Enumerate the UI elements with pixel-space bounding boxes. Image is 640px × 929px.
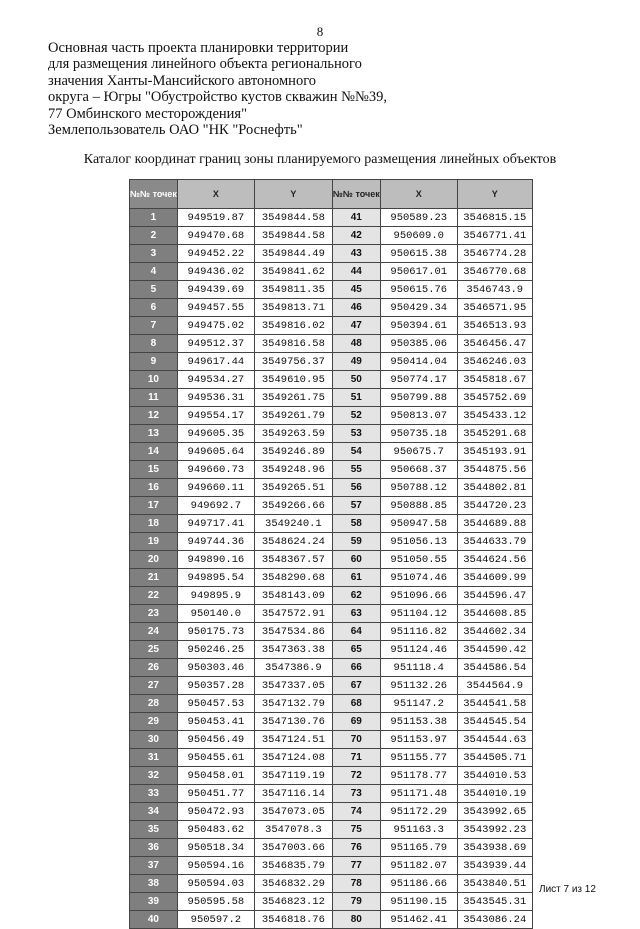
point-number-left-cell: 24 [130, 623, 178, 641]
table-row [130, 785, 533, 803]
y-right-cell: 3545818.67 [457, 371, 532, 389]
table-row [130, 857, 533, 875]
x-right-cell: 950813.07 [380, 407, 457, 425]
x-right-cell: 950429.34 [380, 299, 457, 317]
y-right-cell: 3546456.47 [457, 335, 532, 353]
x-left-cell: 950483.62 [177, 821, 254, 839]
x-left-cell: 949436.02 [177, 263, 254, 281]
y-right-cell: 3546743.9 [457, 281, 532, 299]
point-number-right-cell: 78 [332, 875, 380, 893]
y-left-cell: 3548367.57 [254, 551, 332, 569]
x-left-cell: 950457.53 [177, 695, 254, 713]
y-right-cell: 3544590.42 [457, 641, 532, 659]
y-left-cell: 3547132.79 [254, 695, 332, 713]
point-number-right-cell: 43 [332, 245, 380, 263]
y-right-cell: 3544010.19 [457, 785, 532, 803]
y-right-cell: 3545752.69 [457, 389, 532, 407]
x-left-cell: 950455.61 [177, 749, 254, 767]
point-number-right-cell: 50 [332, 371, 380, 389]
y-right-cell: 3546513.93 [457, 317, 532, 335]
point-number-left-cell: 18 [130, 515, 178, 533]
point-number-left-cell: 13 [130, 425, 178, 443]
y-left-cell: 3547119.19 [254, 767, 332, 785]
table-row [130, 425, 533, 443]
point-number-left-cell: 16 [130, 479, 178, 497]
point-number-right-cell: 64 [332, 623, 380, 641]
y-right-cell: 3545291.68 [457, 425, 532, 443]
x-right-cell: 951163.3 [380, 821, 457, 839]
y-left-cell: 3547073.05 [254, 803, 332, 821]
y-left-cell: 3546835.79 [254, 857, 332, 875]
x-left-cell: 950451.77 [177, 785, 254, 803]
x-right-cell: 951186.66 [380, 875, 457, 893]
point-number-right-cell: 72 [332, 767, 380, 785]
point-number-left-cell: 40 [130, 911, 178, 929]
header-y-left: Y [254, 180, 332, 209]
header-x-right: X [380, 180, 457, 209]
y-left-cell: 3549263.59 [254, 425, 332, 443]
point-number-right-cell: 42 [332, 227, 380, 245]
table-row [130, 911, 533, 929]
y-left-cell: 3549261.79 [254, 407, 332, 425]
point-number-left-cell: 10 [130, 371, 178, 389]
y-right-cell: 3544720.23 [457, 497, 532, 515]
y-left-cell: 3549248.96 [254, 461, 332, 479]
x-right-cell: 950615.38 [380, 245, 457, 263]
x-left-cell: 949895.54 [177, 569, 254, 587]
point-number-left-cell: 34 [130, 803, 178, 821]
x-left-cell: 950453.41 [177, 713, 254, 731]
table-row [130, 515, 533, 533]
point-number-right-cell: 77 [332, 857, 380, 875]
y-right-cell: 3543992.23 [457, 821, 532, 839]
point-number-right-cell: 45 [332, 281, 380, 299]
x-right-cell: 950774.17 [380, 371, 457, 389]
table-row [130, 587, 533, 605]
point-number-right-cell: 41 [332, 209, 380, 227]
table-row [130, 335, 533, 353]
y-right-cell: 3543939.44 [457, 857, 532, 875]
table-row [130, 479, 533, 497]
header-point-number-left: №№ точек [130, 180, 178, 209]
document-header [48, 40, 468, 138]
point-number-right-cell: 55 [332, 461, 380, 479]
x-left-cell: 950246.25 [177, 641, 254, 659]
table-row [130, 803, 533, 821]
x-left-cell: 950595.58 [177, 893, 254, 911]
table-header-row [130, 180, 533, 209]
point-number-right-cell: 47 [332, 317, 380, 335]
y-left-cell: 3549816.58 [254, 335, 332, 353]
x-left-cell: 949660.73 [177, 461, 254, 479]
x-left-cell: 949605.64 [177, 443, 254, 461]
table-row [130, 227, 533, 245]
y-right-cell: 3543086.24 [457, 911, 532, 929]
y-right-cell: 3544609.99 [457, 569, 532, 587]
x-left-cell: 949617.44 [177, 353, 254, 371]
table-row [130, 299, 533, 317]
x-right-cell: 951050.55 [380, 551, 457, 569]
point-number-right-cell: 80 [332, 911, 380, 929]
point-number-left-cell: 21 [130, 569, 178, 587]
table-row [130, 677, 533, 695]
point-number-right-cell: 52 [332, 407, 380, 425]
point-number-left-cell: 7 [130, 317, 178, 335]
y-left-cell: 3547363.38 [254, 641, 332, 659]
point-number-left-cell: 37 [130, 857, 178, 875]
x-left-cell: 949452.22 [177, 245, 254, 263]
point-number-right-cell: 51 [332, 389, 380, 407]
x-left-cell: 950303.46 [177, 659, 254, 677]
point-number-left-cell: 27 [130, 677, 178, 695]
point-number-right-cell: 75 [332, 821, 380, 839]
x-left-cell: 949475.02 [177, 317, 254, 335]
y-left-cell: 3546823.12 [254, 893, 332, 911]
x-left-cell: 949895.9 [177, 587, 254, 605]
y-left-cell: 3549811.35 [254, 281, 332, 299]
y-right-cell: 3544875.56 [457, 461, 532, 479]
table-row [130, 767, 533, 785]
point-number-right-cell: 61 [332, 569, 380, 587]
point-number-right-cell: 49 [332, 353, 380, 371]
point-number-left-cell: 19 [130, 533, 178, 551]
y-right-cell: 3544802.81 [457, 479, 532, 497]
point-number-left-cell: 12 [130, 407, 178, 425]
x-right-cell: 950414.04 [380, 353, 457, 371]
x-right-cell: 950788.12 [380, 479, 457, 497]
y-right-cell: 3544010.53 [457, 767, 532, 785]
point-number-left-cell: 6 [130, 299, 178, 317]
y-left-cell: 3549266.66 [254, 497, 332, 515]
x-right-cell: 950385.06 [380, 335, 457, 353]
point-number-right-cell: 53 [332, 425, 380, 443]
point-number-left-cell: 5 [130, 281, 178, 299]
header-line: для размещения линейного объекта регионального [48, 56, 362, 73]
table-row [130, 263, 533, 281]
x-right-cell: 950394.61 [380, 317, 457, 335]
header-line: Землепользователь ОАО "НК "Роснефть" [48, 122, 303, 139]
table-row [130, 821, 533, 839]
point-number-right-cell: 57 [332, 497, 380, 515]
point-number-right-cell: 67 [332, 677, 380, 695]
x-left-cell: 949439.69 [177, 281, 254, 299]
point-number-right-cell: 70 [332, 731, 380, 749]
table-row [130, 461, 533, 479]
x-right-cell: 950888.85 [380, 497, 457, 515]
point-number-right-cell: 66 [332, 659, 380, 677]
header-point-number-right: №№ точек [332, 180, 380, 209]
point-number-left-cell: 38 [130, 875, 178, 893]
y-left-cell: 3547130.76 [254, 713, 332, 731]
y-right-cell: 3544633.79 [457, 533, 532, 551]
point-number-left-cell: 14 [130, 443, 178, 461]
table-row [130, 641, 533, 659]
point-number-right-cell: 63 [332, 605, 380, 623]
point-number-left-cell: 25 [130, 641, 178, 659]
point-number-left-cell: 2 [130, 227, 178, 245]
x-left-cell: 950594.03 [177, 875, 254, 893]
x-right-cell: 951118.4 [380, 659, 457, 677]
table-row [130, 371, 533, 389]
x-right-cell: 951178.77 [380, 767, 457, 785]
table-row [130, 443, 533, 461]
x-right-cell: 951096.66 [380, 587, 457, 605]
point-number-left-cell: 35 [130, 821, 178, 839]
y-right-cell: 3544689.88 [457, 515, 532, 533]
y-left-cell: 3549610.95 [254, 371, 332, 389]
x-right-cell: 951155.77 [380, 749, 457, 767]
x-left-cell: 949660.11 [177, 479, 254, 497]
y-left-cell: 3547003.66 [254, 839, 332, 857]
x-right-cell: 951104.12 [380, 605, 457, 623]
point-number-right-cell: 54 [332, 443, 380, 461]
point-number-right-cell: 68 [332, 695, 380, 713]
header-line: значения Ханты-Мансийского автономного [48, 72, 317, 89]
x-right-cell: 950609.0 [380, 227, 457, 245]
y-left-cell: 3549246.89 [254, 443, 332, 461]
point-number-left-cell: 9 [130, 353, 178, 371]
x-right-cell: 951182.07 [380, 857, 457, 875]
point-number-right-cell: 48 [332, 335, 380, 353]
table-row [130, 839, 533, 857]
point-number-left-cell: 36 [130, 839, 178, 857]
y-left-cell: 3549816.02 [254, 317, 332, 335]
x-right-cell: 950589.23 [380, 209, 457, 227]
point-number-left-cell: 33 [130, 785, 178, 803]
point-number-right-cell: 73 [332, 785, 380, 803]
point-number-right-cell: 71 [332, 749, 380, 767]
point-number-left-cell: 17 [130, 497, 178, 515]
x-right-cell: 951153.38 [380, 713, 457, 731]
y-right-cell: 3544505.71 [457, 749, 532, 767]
x-right-cell: 951056.13 [380, 533, 457, 551]
x-left-cell: 950140.0 [177, 605, 254, 623]
y-right-cell: 3546571.95 [457, 299, 532, 317]
point-number-right-cell: 46 [332, 299, 380, 317]
point-number-left-cell: 32 [130, 767, 178, 785]
x-right-cell: 951124.46 [380, 641, 457, 659]
y-left-cell: 3547337.05 [254, 677, 332, 695]
point-number-right-cell: 79 [332, 893, 380, 911]
x-right-cell: 951074.46 [380, 569, 457, 587]
x-right-cell: 950675.7 [380, 443, 457, 461]
x-left-cell: 950175.73 [177, 623, 254, 641]
x-left-cell: 949744.36 [177, 533, 254, 551]
point-number-right-cell: 65 [332, 641, 380, 659]
x-left-cell: 949457.55 [177, 299, 254, 317]
point-number-left-cell: 31 [130, 749, 178, 767]
table-row [130, 281, 533, 299]
table-row [130, 569, 533, 587]
x-right-cell: 951190.15 [380, 893, 457, 911]
y-right-cell: 3543992.65 [457, 803, 532, 821]
x-left-cell: 950518.34 [177, 839, 254, 857]
x-right-cell: 951132.26 [380, 677, 457, 695]
header-y-right: Y [457, 180, 532, 209]
x-left-cell: 949717.41 [177, 515, 254, 533]
y-left-cell: 3549265.51 [254, 479, 332, 497]
y-left-cell: 3547116.14 [254, 785, 332, 803]
y-right-cell: 3545433.12 [457, 407, 532, 425]
x-right-cell: 951116.82 [380, 623, 457, 641]
x-left-cell: 949470.68 [177, 227, 254, 245]
y-left-cell: 3546832.29 [254, 875, 332, 893]
x-right-cell: 950947.58 [380, 515, 457, 533]
y-right-cell: 3544545.54 [457, 713, 532, 731]
point-number-left-cell: 11 [130, 389, 178, 407]
y-right-cell: 3546815.15 [457, 209, 532, 227]
y-left-cell: 3547572.91 [254, 605, 332, 623]
x-left-cell: 949534.27 [177, 371, 254, 389]
table-row [130, 353, 533, 371]
x-right-cell: 950668.37 [380, 461, 457, 479]
y-right-cell: 3544541.58 [457, 695, 532, 713]
point-number-right-cell: 58 [332, 515, 380, 533]
header-line: Основная часть проекта планировки территории [48, 40, 349, 56]
y-right-cell: 3546774.28 [457, 245, 532, 263]
header-line: 77 Омбинского месторождения" [48, 105, 248, 122]
y-right-cell: 3546771.41 [457, 227, 532, 245]
y-left-cell: 3549756.37 [254, 353, 332, 371]
x-left-cell: 950456.49 [177, 731, 254, 749]
x-right-cell: 950735.18 [380, 425, 457, 443]
x-left-cell: 949890.16 [177, 551, 254, 569]
y-left-cell: 3549844.58 [254, 209, 332, 227]
point-number-left-cell: 30 [130, 731, 178, 749]
x-left-cell: 949605.35 [177, 425, 254, 443]
point-number-left-cell: 26 [130, 659, 178, 677]
x-right-cell: 951165.79 [380, 839, 457, 857]
x-left-cell: 949692.7 [177, 497, 254, 515]
y-right-cell: 3543840.51 [457, 875, 532, 893]
y-left-cell: 3547386.9 [254, 659, 332, 677]
x-right-cell: 950617.01 [380, 263, 457, 281]
point-number-right-cell: 62 [332, 587, 380, 605]
y-left-cell: 3549261.75 [254, 389, 332, 407]
header-x-left: X [177, 180, 254, 209]
point-number-right-cell: 74 [332, 803, 380, 821]
table-row [130, 695, 533, 713]
x-right-cell: 951171.48 [380, 785, 457, 803]
coordinates-table [129, 179, 533, 929]
table-row [130, 209, 533, 227]
table-row [130, 497, 533, 515]
y-right-cell: 3544602.34 [457, 623, 532, 641]
x-right-cell: 950799.88 [380, 389, 457, 407]
table-caption: Каталог координат границ зоны планируемого размещения линейных объектов [83, 152, 557, 167]
point-number-left-cell: 1 [130, 209, 178, 227]
x-right-cell: 950615.76 [380, 281, 457, 299]
x-left-cell: 950597.2 [177, 911, 254, 929]
point-number-left-cell: 28 [130, 695, 178, 713]
y-right-cell: 3543938.69 [457, 839, 532, 857]
table-row [130, 551, 533, 569]
point-number-left-cell: 39 [130, 893, 178, 911]
y-right-cell: 3544564.9 [457, 677, 532, 695]
x-left-cell: 950472.93 [177, 803, 254, 821]
table-row [130, 623, 533, 641]
sheet-footer: Лист 7 из 12 [539, 884, 596, 895]
x-left-cell: 950357.28 [177, 677, 254, 695]
y-left-cell: 3548290.68 [254, 569, 332, 587]
table-row [130, 605, 533, 623]
point-number-left-cell: 20 [130, 551, 178, 569]
y-left-cell: 3547534.86 [254, 623, 332, 641]
point-number-left-cell: 8 [130, 335, 178, 353]
y-left-cell: 3549240.1 [254, 515, 332, 533]
y-right-cell: 3545193.91 [457, 443, 532, 461]
point-number-right-cell: 44 [332, 263, 380, 281]
y-left-cell: 3548624.24 [254, 533, 332, 551]
header-line: округа – Югры "Обустройство кустов скважин №№39, [48, 89, 387, 106]
y-left-cell: 3549841.62 [254, 263, 332, 281]
point-number-left-cell: 29 [130, 713, 178, 731]
x-left-cell: 949554.17 [177, 407, 254, 425]
point-number-right-cell: 76 [332, 839, 380, 857]
y-left-cell: 3547124.51 [254, 731, 332, 749]
y-left-cell: 3549844.58 [254, 227, 332, 245]
y-right-cell: 3544544.63 [457, 731, 532, 749]
x-left-cell: 949519.87 [177, 209, 254, 227]
x-right-cell: 951147.2 [380, 695, 457, 713]
point-number-left-cell: 15 [130, 461, 178, 479]
x-left-cell: 950458.01 [177, 767, 254, 785]
point-number-left-cell: 4 [130, 263, 178, 281]
page-number: 8 [316, 24, 324, 39]
y-right-cell: 3544596.47 [457, 587, 532, 605]
y-right-cell: 3544624.56 [457, 551, 532, 569]
point-number-left-cell: 3 [130, 245, 178, 263]
y-left-cell: 3549813.71 [254, 299, 332, 317]
y-left-cell: 3547078.3 [254, 821, 332, 839]
y-right-cell: 3543545.31 [457, 893, 532, 911]
table-row [130, 533, 533, 551]
x-right-cell: 951172.29 [380, 803, 457, 821]
table-row [130, 875, 533, 893]
table-row [130, 731, 533, 749]
table-row [130, 749, 533, 767]
y-right-cell: 3546770.68 [457, 263, 532, 281]
y-right-cell: 3544608.85 [457, 605, 532, 623]
table-row [130, 893, 533, 911]
y-left-cell: 3549844.49 [254, 245, 332, 263]
point-number-left-cell: 22 [130, 587, 178, 605]
y-left-cell: 3547124.08 [254, 749, 332, 767]
point-number-right-cell: 60 [332, 551, 380, 569]
point-number-right-cell: 59 [332, 533, 380, 551]
y-right-cell: 3546246.03 [457, 353, 532, 371]
table-body [130, 209, 533, 929]
x-left-cell: 949512.37 [177, 335, 254, 353]
table-row [130, 713, 533, 731]
x-left-cell: 950594.16 [177, 857, 254, 875]
table-row [130, 389, 533, 407]
y-right-cell: 3544586.54 [457, 659, 532, 677]
table-row [130, 407, 533, 425]
table-row [130, 317, 533, 335]
point-number-right-cell: 69 [332, 713, 380, 731]
x-right-cell: 951462.41 [380, 911, 457, 929]
point-number-left-cell: 23 [130, 605, 178, 623]
x-right-cell: 951153.97 [380, 731, 457, 749]
table-row [130, 245, 533, 263]
y-left-cell: 3546818.76 [254, 911, 332, 929]
point-number-right-cell: 56 [332, 479, 380, 497]
x-left-cell: 949536.31 [177, 389, 254, 407]
y-left-cell: 3548143.09 [254, 587, 332, 605]
table-row [130, 659, 533, 677]
